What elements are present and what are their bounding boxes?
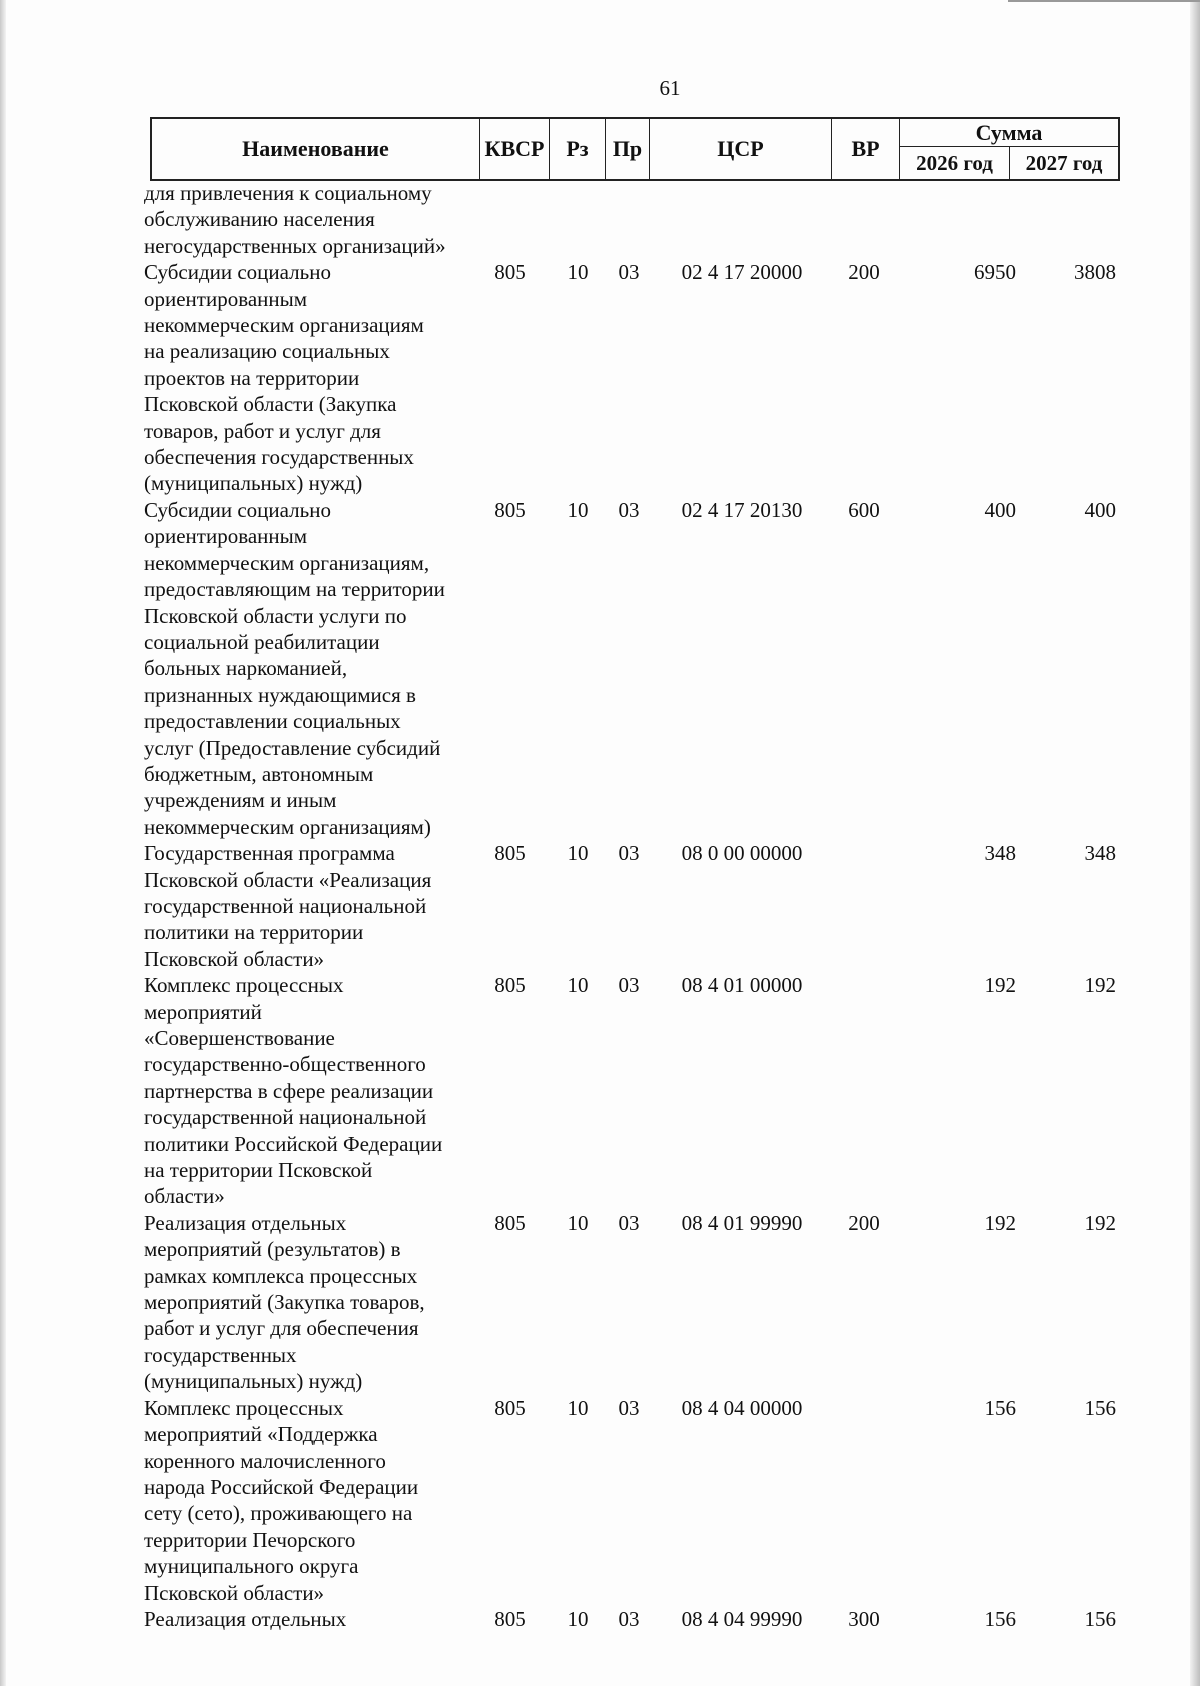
row-csr: 08 4 01 00000 bbox=[681, 973, 803, 998]
row-pr: 03 bbox=[618, 973, 640, 998]
table-row bbox=[0, 1606, 1200, 1632]
table-row bbox=[0, 497, 1200, 840]
header-pr: Пр bbox=[606, 119, 650, 179]
header-rz: Рз bbox=[550, 119, 606, 179]
row-sum-2026: 6950 bbox=[974, 260, 1016, 285]
row-rz: 10 bbox=[567, 841, 589, 866]
table-row bbox=[0, 1395, 1200, 1606]
row-kvsr: 805 bbox=[494, 1606, 526, 1631]
row-sum-2026: 156 bbox=[984, 1606, 1016, 1631]
row-pr: 03 bbox=[618, 497, 640, 522]
table-row bbox=[0, 259, 1200, 497]
row-name: Комплекс процессных мероприятий «Поддержка коренного малочисленного народа Российской Федерации сету (сето), проживающего на территории Печорского муниципального округа Псковской области» bbox=[144, 1395, 419, 1605]
row-name: Субсидии социально ориентированным некоммерческим организациям, предоставляющим на территории Псковской области услуги по социальной реабилитации больных наркоманией, признанных нуждающимися в предоставлении социальных услуг (Предоставление субсидий бюджетным, автономным учреждениям и иным некоммерческим организациям) bbox=[144, 497, 445, 839]
row-sum-2026: 156 bbox=[984, 1395, 1016, 1420]
scan-top-line bbox=[1008, 0, 1200, 2]
header-kvsr: КВСР bbox=[480, 119, 550, 179]
table-body bbox=[0, 180, 1200, 1632]
table-row bbox=[0, 840, 1200, 972]
row-pr: 03 bbox=[618, 1210, 640, 1235]
row-vr: 200 bbox=[848, 260, 880, 285]
header-sum: Сумма bbox=[900, 119, 1118, 147]
header-year-2027: 2027 год bbox=[1025, 150, 1103, 175]
row-kvsr: 805 bbox=[494, 1210, 526, 1235]
row-vr: 300 bbox=[848, 1606, 880, 1631]
row-vr: 200 bbox=[848, 1210, 880, 1235]
row-csr: 02 4 17 20130 bbox=[681, 497, 803, 522]
row-pr: 03 bbox=[618, 1606, 640, 1631]
header-vr: ВР bbox=[832, 119, 900, 179]
row-pr: 03 bbox=[618, 841, 640, 866]
row-sum-2027: 156 bbox=[1084, 1395, 1116, 1420]
table-row bbox=[0, 972, 1200, 1210]
row-pr: 03 bbox=[618, 260, 640, 285]
row-name: Субсидии социально ориентированным некоммерческим организациям на реализацию социальных проектов на территории Псковской области (Закупка товаров, работ и услуг для обеспечения государственных (муниципальных) нужд) bbox=[144, 260, 424, 496]
row-sum-2026: 192 bbox=[984, 973, 1016, 998]
row-name: Комплекс процессных мероприятий «Совершенствование государственно-общественного партнерства в сфере реализации государственной национальной политики Российской Федерации на территории Псковской области» bbox=[144, 973, 443, 1209]
row-rz: 10 bbox=[567, 1606, 589, 1631]
header-name: Наименование bbox=[152, 119, 480, 179]
row-rz: 10 bbox=[567, 1395, 589, 1420]
row-sum-2027: 192 bbox=[1084, 1210, 1116, 1235]
table-row bbox=[0, 1210, 1200, 1395]
row-sum-2026: 348 bbox=[984, 841, 1016, 866]
row-kvsr: 805 bbox=[494, 1395, 526, 1420]
row-vr: 600 bbox=[848, 497, 880, 522]
page-number: 61 bbox=[659, 76, 681, 100]
row-rz: 10 bbox=[567, 973, 589, 998]
row-sum-2027: 3808 bbox=[1074, 260, 1116, 285]
row-sum-2027: 156 bbox=[1084, 1606, 1116, 1631]
row-kvsr: 805 bbox=[494, 973, 526, 998]
row-kvsr: 805 bbox=[494, 841, 526, 866]
row-name: Реализация отдельных мероприятий (результатов) в рамках комплекса процессных мероприятий (Закупка товаров, работ и услуг для обеспечения государственных (муниципальных) нужд) bbox=[144, 1210, 425, 1394]
row-sum-2027: 348 bbox=[1084, 841, 1116, 866]
row-kvsr: 805 bbox=[494, 260, 526, 285]
row-sum-2026: 192 bbox=[984, 1210, 1016, 1235]
row-csr: 08 0 00 00000 bbox=[681, 841, 803, 866]
row-name: для привлечения к социальному обслуживанию населения негосударственных организаций» bbox=[144, 181, 446, 258]
row-rz: 10 bbox=[567, 1210, 589, 1235]
row-name: Реализация отдельных bbox=[144, 1606, 347, 1631]
header-year-2026: 2026 год bbox=[900, 147, 1010, 179]
table-row bbox=[0, 180, 1200, 259]
row-rz: 10 bbox=[567, 497, 589, 522]
row-csr: 08 4 04 99990 bbox=[681, 1606, 803, 1631]
row-kvsr: 805 bbox=[494, 497, 526, 522]
table-header bbox=[150, 117, 1120, 181]
row-sum-2026: 400 bbox=[984, 497, 1016, 522]
header-csr: ЦСР bbox=[650, 119, 832, 179]
row-csr: 08 4 04 00000 bbox=[681, 1395, 803, 1420]
row-name: Государственная программа Псковской области «Реализация государственной национальной политики на территории Псковской области» bbox=[144, 841, 432, 971]
row-pr: 03 bbox=[618, 1395, 640, 1420]
row-rz: 10 bbox=[567, 260, 589, 285]
row-csr: 08 4 01 99990 bbox=[681, 1210, 803, 1235]
row-sum-2027: 400 bbox=[1084, 497, 1116, 522]
row-sum-2027: 192 bbox=[1084, 973, 1116, 998]
row-csr: 02 4 17 20000 bbox=[681, 260, 803, 285]
